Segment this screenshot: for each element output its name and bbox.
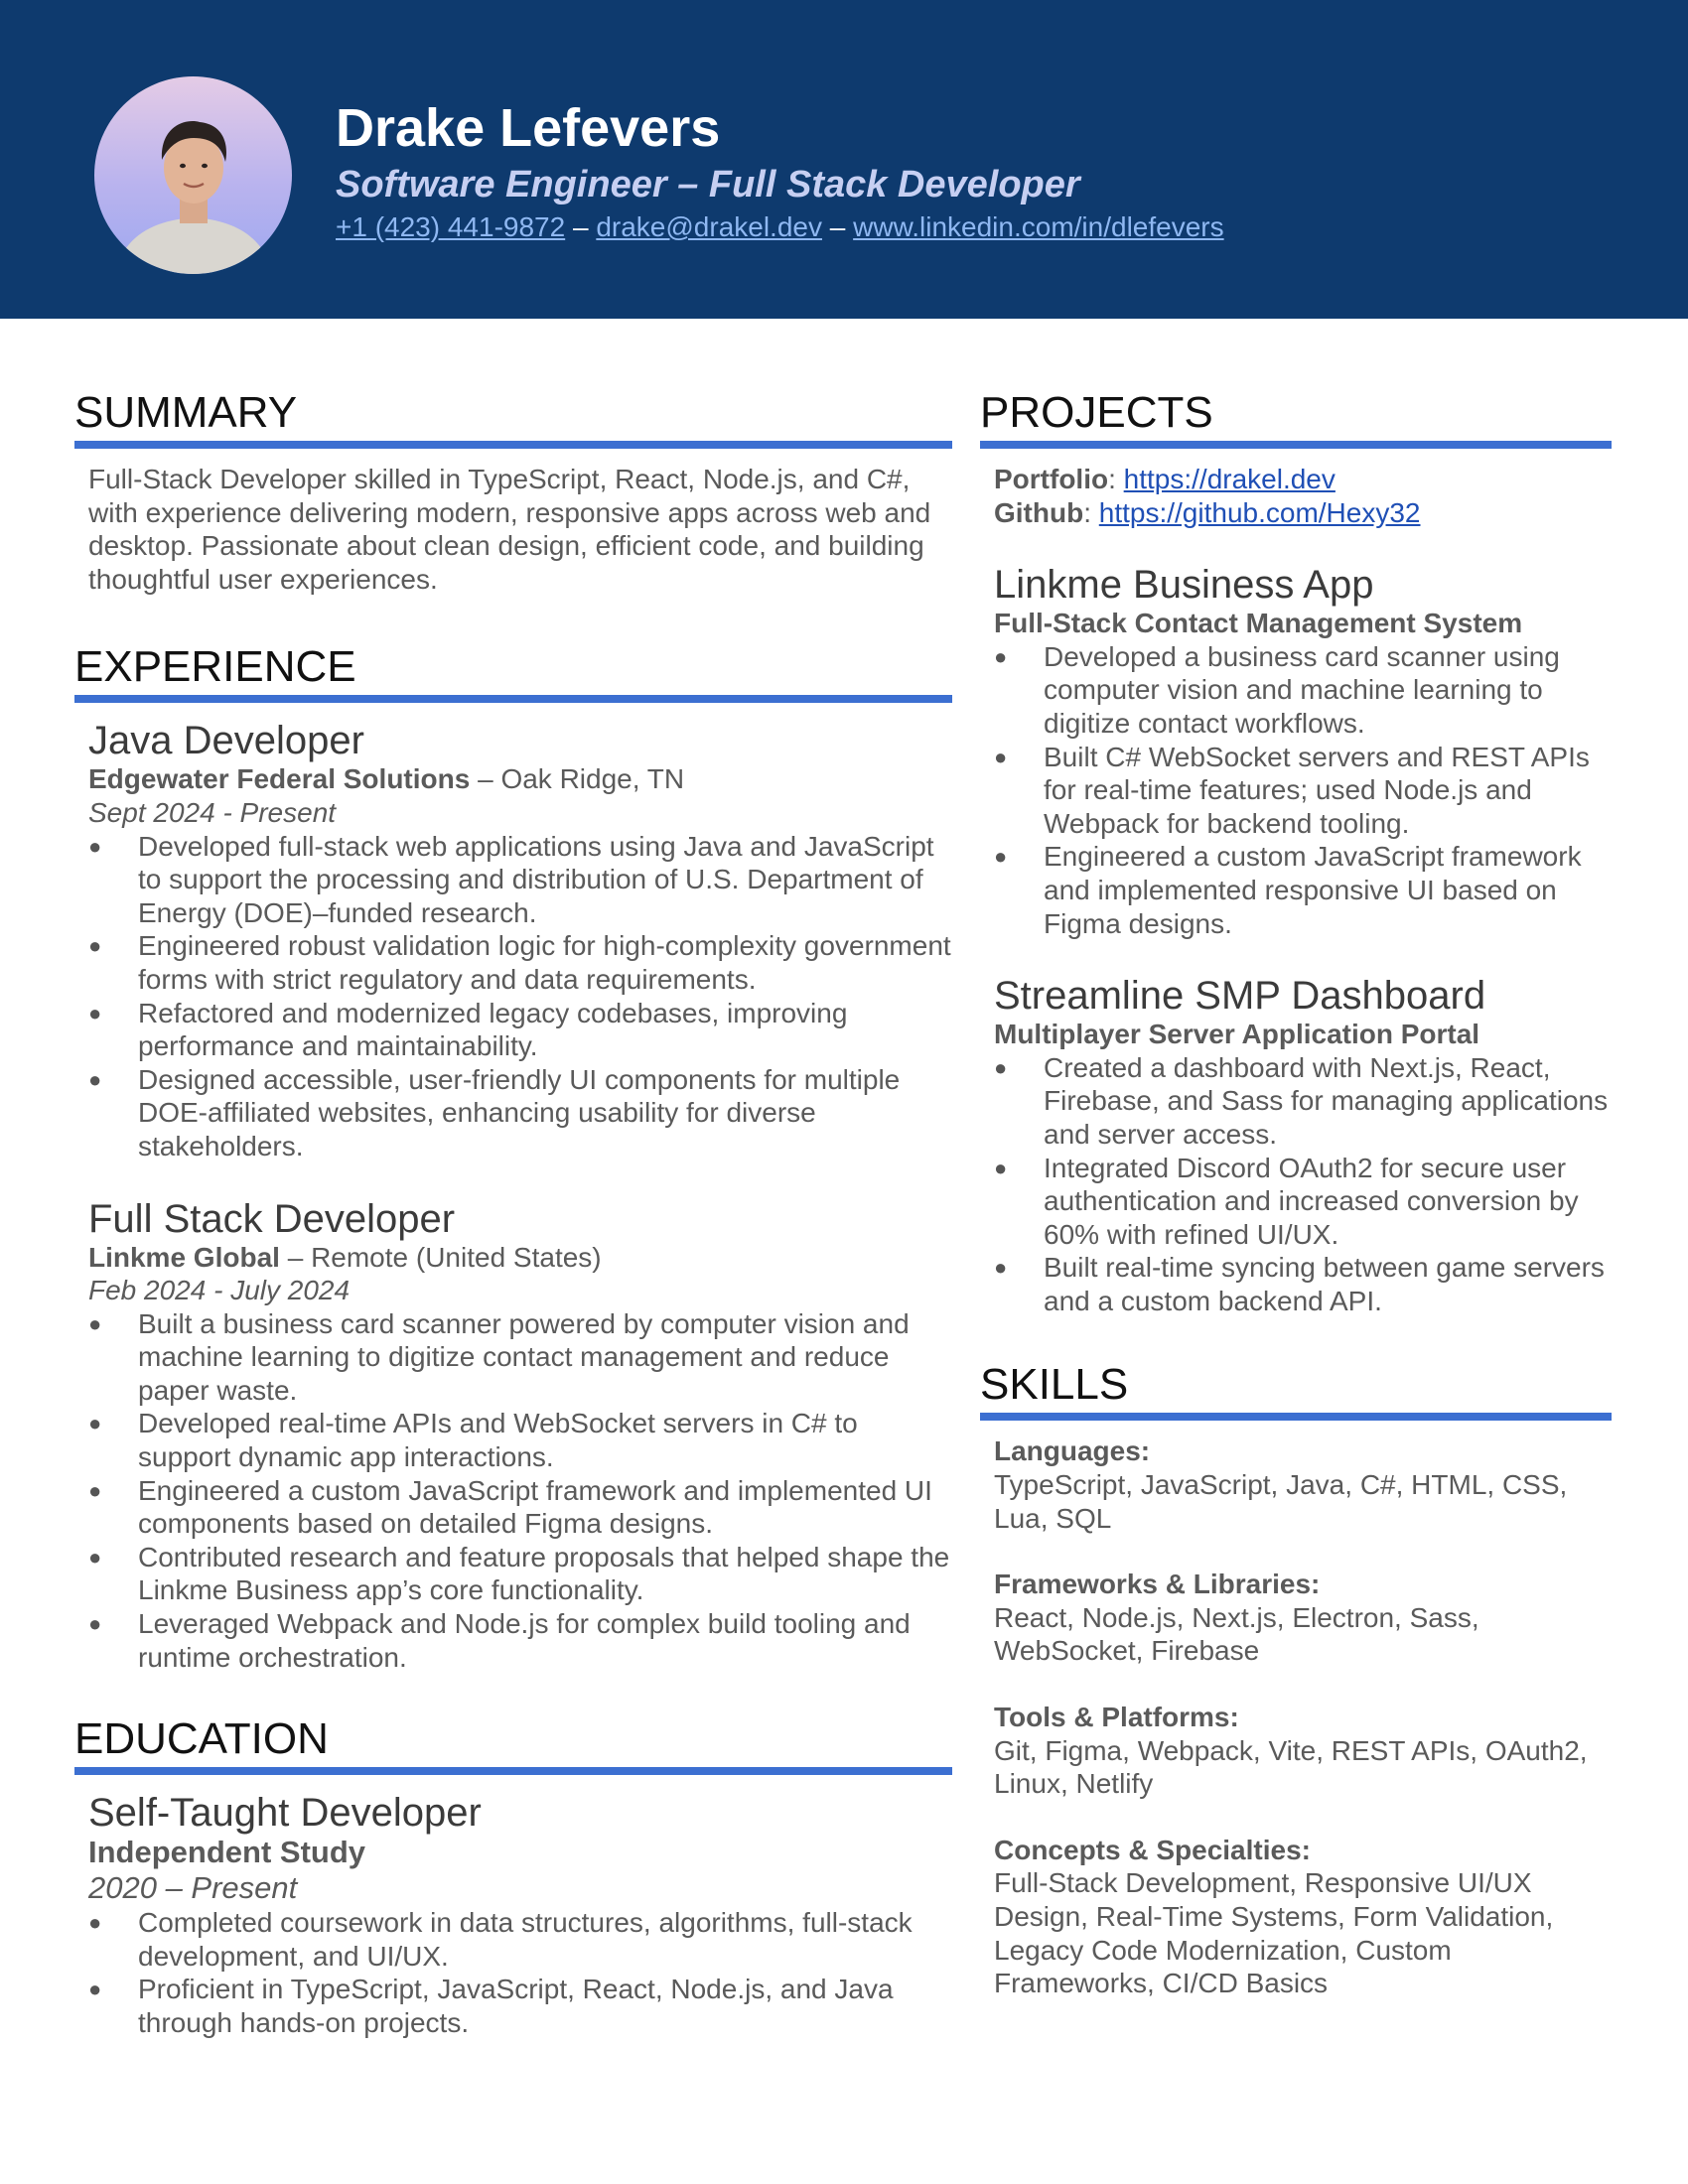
project-title: Streamline SMP Dashboard bbox=[994, 974, 1486, 1019]
list-item: ● Built C# WebSocket servers and REST APIs for real-time features; used Node.js and Webpack for backend tooling. bbox=[994, 741, 1612, 841]
list-item: ● Completed coursework in data structures, algorithms, full-stack development, and UI/UX. bbox=[88, 1906, 952, 1973]
list-item: ● Refactored and modernized legacy codebases, improving performance and maintainability. bbox=[88, 997, 952, 1063]
job-title: Full Stack Developer bbox=[88, 1196, 456, 1241]
profile-photo bbox=[94, 76, 292, 274]
list-item: ● Developed full-stack web applications using Java and JavaScript to support the processing and distribution of U.S. Department of Energy (DOE)–funded research. bbox=[88, 830, 952, 930]
section-divider bbox=[980, 1413, 1612, 1421]
skills-list bbox=[980, 1434, 1612, 1999]
project-subtitle: Full-Stack Contact Management System bbox=[994, 608, 1523, 639]
github-link[interactable]: https://github.com/Hexy32 bbox=[1098, 496, 1421, 528]
job-bullets bbox=[88, 830, 952, 1163]
skill-group-label: Concepts & Specialties: bbox=[994, 1834, 1311, 1865]
list-item: ● Developed a business card scanner using computer vision and machine learning to digitize contact workflows. bbox=[994, 640, 1612, 741]
skill-group-value: Git, Figma, Webpack, Vite, REST APIs, OAuth2, Linux, Netlify bbox=[994, 1734, 1588, 1800]
job-bullets bbox=[88, 1307, 952, 1675]
job-dates: Sept 2024 - Present bbox=[88, 796, 337, 828]
right-column bbox=[980, 387, 1612, 2000]
job-entry bbox=[74, 719, 952, 1162]
skill-group bbox=[994, 1834, 1612, 2000]
job-entry bbox=[74, 1197, 952, 1675]
list-item: ● Built real-time syncing between game servers and a custom backend API. bbox=[994, 1251, 1612, 1317]
portfolio-row: Portfolio: https://drakel.dev bbox=[994, 464, 1336, 494]
portfolio-label: Portfolio bbox=[994, 464, 1109, 494]
project-subtitle: Multiplayer Server Application Portal bbox=[994, 1019, 1480, 1050]
project-title: Linkme Business App bbox=[994, 563, 1374, 608]
project-entry bbox=[980, 563, 1612, 940]
linkedin-link[interactable]: www.linkedin.com/in/dlefevers bbox=[853, 211, 1224, 242]
skill-group-value: TypeScript, JavaScript, Java, C#, HTML, CSS, Lua, SQL bbox=[994, 1469, 1568, 1534]
list-item: ● Engineered robust validation logic for high-complexity government forms with strict regulatory and data requirements. bbox=[88, 929, 952, 996]
list-item: ● Leveraged Webpack and Node.js for complex build tooling and runtime orchestration. bbox=[88, 1607, 952, 1674]
education-title: Self-Taught Developer bbox=[88, 1791, 482, 1836]
projects-heading: PROJECTS bbox=[980, 388, 1213, 437]
company-name: Linkme Global bbox=[88, 1241, 280, 1273]
company-location: – Remote (United States) bbox=[279, 1241, 602, 1273]
candidate-name: Drake Lefevers bbox=[336, 98, 721, 158]
list-item: ● Developed real-time APIs and WebSocket servers in C# to support dynamic app interactions. bbox=[88, 1407, 952, 1473]
section-divider bbox=[74, 441, 952, 449]
project-bullets bbox=[994, 1051, 1612, 1318]
project-bullets bbox=[994, 640, 1612, 940]
skill-group-label: Languages: bbox=[994, 1435, 1151, 1467]
education-org: Independent Study bbox=[88, 1835, 365, 1870]
education-dates: 2020 – Present bbox=[88, 1870, 298, 1906]
email-link[interactable]: drake@drakel.dev bbox=[596, 211, 822, 242]
list-item: ● Engineered a custom JavaScript framework and implemented responsive UI based on Figma designs. bbox=[994, 840, 1612, 940]
experience-heading: EXPERIENCE bbox=[74, 642, 356, 692]
job-company bbox=[88, 762, 952, 796]
list-item: ● Integrated Discord OAuth2 for secure user authentication and increased conversion by 60% with refined UI/UX. bbox=[994, 1152, 1612, 1252]
contact-line bbox=[336, 211, 1224, 243]
skill-group-value: Full-Stack Development, Responsive UI/UX Design, Real-Time Systems, Form Validation, Legacy Code Modernization, Custom Frameworks, CI/CD Basics bbox=[994, 1867, 1554, 1999]
education-entry bbox=[74, 1791, 952, 2039]
github-row: Github: https://github.com/Hexy32 bbox=[994, 496, 1421, 528]
contact-separator: – bbox=[565, 211, 597, 242]
skill-group bbox=[994, 1434, 1612, 1535]
job-dates: Feb 2024 - July 2024 bbox=[88, 1275, 351, 1306]
left-column bbox=[74, 387, 952, 2040]
phone-link[interactable]: +1 (423) 441-9872 bbox=[336, 211, 566, 242]
list-item: ● Built a business card scanner powered by computer vision and machine learning to digitize contact management and reduce paper waste. bbox=[88, 1307, 952, 1408]
company-name: Edgewater Federal Solutions bbox=[88, 763, 471, 795]
skill-group bbox=[994, 1701, 1612, 1801]
portfolio-link[interactable]: https://drakel.dev bbox=[1123, 464, 1336, 494]
skills-heading: SKILLS bbox=[980, 1360, 1129, 1410]
skill-group-label: Tools & Platforms: bbox=[994, 1702, 1239, 1733]
education-heading: EDUCATION bbox=[74, 1714, 329, 1764]
skill-group-label: Frameworks & Libraries: bbox=[994, 1569, 1321, 1600]
project-entry bbox=[980, 974, 1612, 1317]
company-location: – Oak Ridge, TN bbox=[470, 763, 685, 795]
list-item: ● Proficient in TypeScript, JavaScript, React, Node.js, and Java through hands-on projects. bbox=[88, 1973, 952, 2039]
profile-photo-illustration bbox=[94, 76, 292, 274]
summary-text: Full-Stack Developer skilled in TypeScript, React, Node.js, and C#, with experience delivering modern, responsive apps across web and desktop. Passionate about clean design, efficient code, and building thoughtful user experiences. bbox=[88, 464, 931, 595]
section-divider bbox=[74, 695, 952, 703]
candidate-headline: Software Engineer – Full Stack Developer bbox=[336, 164, 1080, 205]
skill-group bbox=[994, 1568, 1612, 1668]
resume-header bbox=[0, 0, 1688, 319]
contact-separator: – bbox=[821, 211, 854, 242]
list-item: ● Engineered a custom JavaScript framework and implemented UI components based on detailed Figma designs. bbox=[88, 1474, 952, 1541]
section-divider bbox=[980, 441, 1612, 449]
section-divider bbox=[74, 1767, 952, 1775]
skill-group-value: React, Node.js, Next.js, Electron, Sass, WebSocket, Firebase bbox=[994, 1601, 1479, 1667]
job-company bbox=[88, 1241, 952, 1275]
list-item: ● Created a dashboard with Next.js, React, Firebase, and Sass for managing applications and server access. bbox=[994, 1051, 1612, 1152]
summary-heading: SUMMARY bbox=[74, 388, 298, 437]
project-links bbox=[980, 463, 1612, 529]
list-item: ● Contributed research and feature proposals that helped shape the Linkme Business app’s core functionality. bbox=[88, 1541, 952, 1607]
list-item: ● Designed accessible, user-friendly UI components for multiple DOE-affiliated websites, enhancing usability for diverse stakeholders. bbox=[88, 1063, 952, 1163]
job-title: Java Developer bbox=[88, 719, 364, 763]
github-label: Github bbox=[994, 496, 1084, 528]
education-bullets bbox=[88, 1906, 952, 2039]
